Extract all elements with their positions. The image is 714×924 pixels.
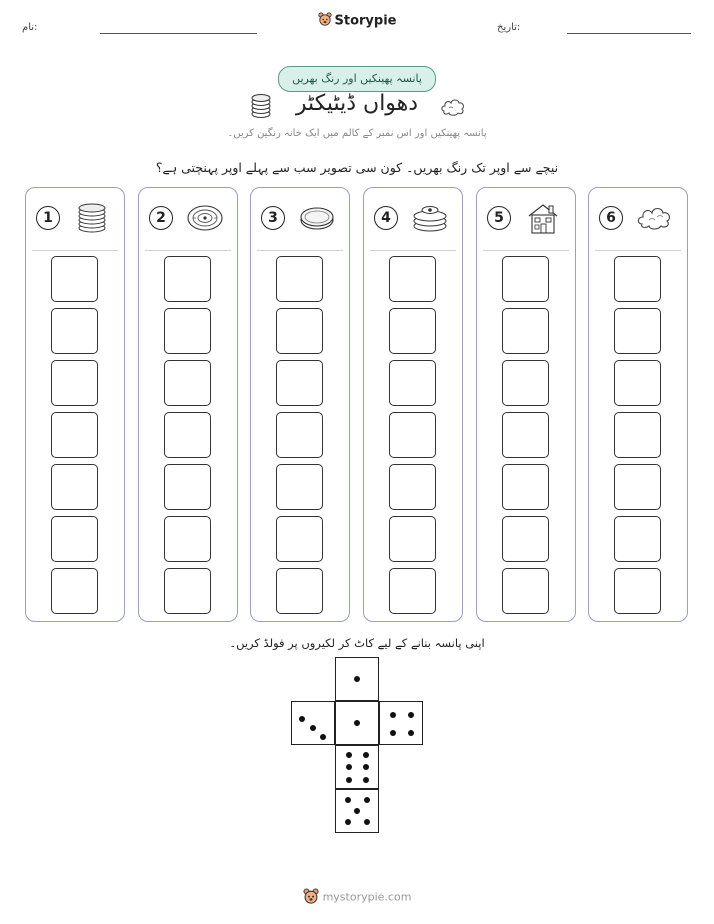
name-line[interactable]: [100, 33, 257, 34]
column-2: [138, 187, 238, 622]
die-pip: [346, 752, 352, 758]
column-5: [476, 187, 576, 622]
color-box[interactable]: [51, 464, 98, 510]
color-box[interactable]: [614, 360, 661, 406]
color-box[interactable]: [389, 256, 436, 302]
die-face-4: [379, 701, 423, 745]
title-smoke-cloud-icon: [440, 96, 466, 122]
color-box[interactable]: [389, 308, 436, 354]
die-pip: [320, 734, 326, 740]
die-face-1: [335, 657, 379, 701]
color-box[interactable]: [614, 308, 661, 354]
color-box[interactable]: [51, 308, 98, 354]
die-pip: [408, 712, 414, 718]
die-pip: [354, 808, 360, 814]
die-pip: [390, 712, 396, 718]
die-pip: [390, 730, 396, 736]
die-face-6: [335, 745, 379, 789]
die-pip: [299, 716, 305, 722]
column-number: 1: [36, 206, 60, 230]
die-pip: [345, 797, 351, 803]
die-face-3: [291, 701, 335, 745]
die-pip: [345, 819, 351, 825]
color-box[interactable]: [389, 412, 436, 458]
footer: [0, 888, 714, 907]
die-pip: [364, 819, 370, 825]
column-6: [588, 187, 688, 622]
die-pip: [310, 725, 316, 731]
color-box[interactable]: [614, 412, 661, 458]
column-divider: [595, 250, 681, 251]
name-label: نام:: [22, 22, 38, 33]
color-box[interactable]: [51, 256, 98, 302]
color-box[interactable]: [164, 516, 211, 562]
color-box[interactable]: [502, 568, 549, 614]
color-box[interactable]: [276, 516, 323, 562]
color-box[interactable]: [276, 308, 323, 354]
color-box[interactable]: [502, 464, 549, 510]
column-divider: [32, 250, 118, 251]
title-coin-stack-icon: [250, 93, 272, 123]
brand-logo: [0, 12, 714, 30]
column-divider: [145, 250, 231, 251]
color-box[interactable]: [614, 516, 661, 562]
date-label: تاریخ:: [497, 22, 521, 33]
column-number: 2: [149, 206, 173, 230]
color-box[interactable]: [614, 256, 661, 302]
column-number: 4: [374, 206, 398, 230]
brand-name: Storypie: [334, 13, 397, 29]
page-title-row: [0, 90, 714, 116]
die-face-1: [335, 701, 379, 745]
color-box[interactable]: [276, 568, 323, 614]
die-pip: [363, 764, 369, 770]
bear-logo-icon: [318, 12, 332, 30]
column-divider: [257, 250, 343, 251]
color-box[interactable]: [276, 360, 323, 406]
color-box[interactable]: [276, 412, 323, 458]
die-pip: [354, 676, 360, 682]
die-pip: [354, 720, 360, 726]
date-line[interactable]: [567, 33, 691, 34]
color-box[interactable]: [502, 308, 549, 354]
color-box[interactable]: [502, 412, 549, 458]
footer-bear-icon: [303, 888, 319, 907]
column-number: 5: [487, 206, 511, 230]
column-divider: [370, 250, 456, 251]
color-box[interactable]: [51, 360, 98, 406]
color-box[interactable]: [389, 360, 436, 406]
color-box[interactable]: [164, 412, 211, 458]
color-box[interactable]: [502, 256, 549, 302]
smoke-cloud-icon: [635, 202, 675, 234]
coin-stack-icon: [72, 202, 112, 234]
color-box[interactable]: [164, 308, 211, 354]
color-box[interactable]: [389, 516, 436, 562]
color-box[interactable]: [51, 568, 98, 614]
die-face-5: [335, 789, 379, 833]
die-instruction: اپنی پانسہ بنانے کے لیے کاٹ کر لکیروں پر فولڈ کریں۔: [229, 636, 485, 650]
column-number: 6: [599, 206, 623, 230]
color-box[interactable]: [164, 256, 211, 302]
column-1: [25, 187, 125, 622]
detector-stack-icon: [410, 202, 450, 234]
color-box[interactable]: [276, 256, 323, 302]
die-pip: [346, 777, 352, 783]
page-title: دھواں ڈیٹیکٹر: [295, 90, 419, 116]
subtitle: پانسہ پھینکیں اور اس نمبر کے کالم میں ایک خانہ رنگین کریں۔: [227, 128, 487, 139]
game-badge: پانسہ پھینکیں اور رنگ بھریں: [278, 66, 436, 92]
color-box[interactable]: [389, 568, 436, 614]
column-3: [250, 187, 350, 622]
color-box[interactable]: [276, 464, 323, 510]
column-4: [363, 187, 463, 622]
column-number: 3: [261, 206, 285, 230]
color-box[interactable]: [164, 464, 211, 510]
color-box[interactable]: [614, 464, 661, 510]
question: نیچے سے اوپر تک رنگ بھریں۔ کون سی تصویر سب سے پہلے اوپر پہنچتی ہے؟: [155, 160, 559, 175]
column-divider: [483, 250, 569, 251]
house-icon: [523, 202, 563, 234]
color-box[interactable]: [164, 360, 211, 406]
color-box[interactable]: [51, 516, 98, 562]
color-box[interactable]: [51, 412, 98, 458]
footer-url: mystorypie.com: [322, 890, 412, 904]
color-box[interactable]: [614, 568, 661, 614]
color-box[interactable]: [389, 464, 436, 510]
die-pip: [364, 797, 370, 803]
single-coin-icon: [297, 202, 337, 234]
color-box[interactable]: [502, 360, 549, 406]
die-pip: [408, 730, 414, 736]
color-box[interactable]: [502, 516, 549, 562]
die-pip: [363, 777, 369, 783]
color-box[interactable]: [164, 568, 211, 614]
die-pip: [363, 752, 369, 758]
die-pip: [346, 764, 352, 770]
smoke-detector-icon: [185, 202, 225, 234]
